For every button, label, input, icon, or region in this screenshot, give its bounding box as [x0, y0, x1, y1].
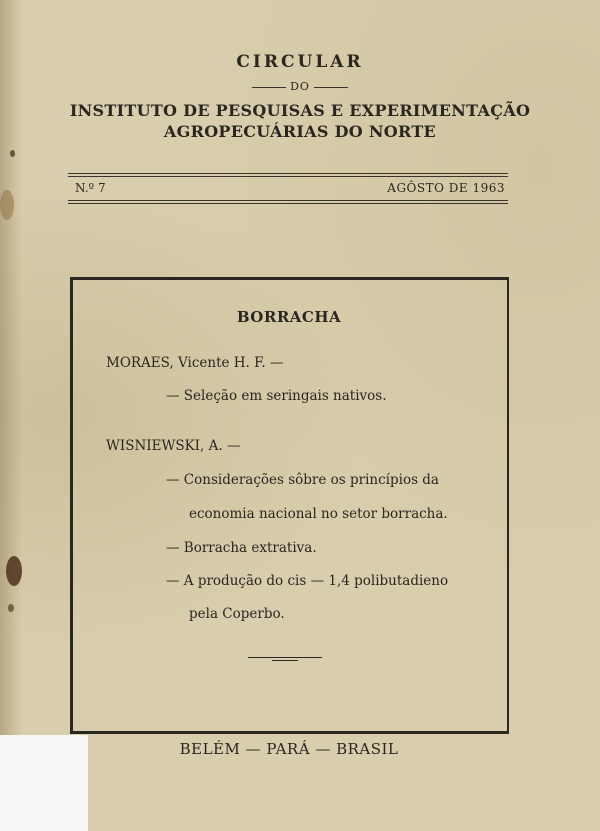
stain-mark	[0, 190, 14, 220]
work-selecao: — Seleção em seringais nativos.	[166, 388, 387, 404]
institute-name-line2: AGROPECUÁRIAS DO NORTE	[163, 122, 437, 141]
work-producao-line2: pela Coperbo.	[189, 606, 285, 622]
white-corner	[0, 735, 88, 831]
issue-row	[75, 181, 505, 195]
divider	[314, 87, 348, 88]
stain-mark	[8, 604, 14, 612]
author-wisniewski: WISNIEWSKI, A. —	[106, 438, 241, 454]
stain-mark	[10, 150, 15, 157]
circular-title: CIRCULAR	[236, 52, 364, 72]
do-line	[0, 80, 600, 93]
end-rule	[272, 660, 298, 661]
issue-number: N.º 7	[75, 181, 106, 195]
stain-mark	[6, 556, 22, 586]
author-moraes: MORAES, Vicente H. F. —	[106, 355, 284, 371]
institute-name-line1: INSTITUTO DE PESQUISAS E EXPERIMENTAÇÃO	[69, 101, 531, 120]
divider	[68, 173, 508, 174]
work-consideracoes-line2: economia nacional no setor borracha.	[189, 506, 448, 522]
divider	[68, 200, 508, 201]
footer-place: BELÉM — PARÁ — BRASIL	[179, 740, 399, 758]
issue-date: AGÔSTO DE 1963	[387, 181, 505, 195]
divider	[68, 176, 508, 177]
contents-title: BORRACHA	[236, 308, 342, 326]
work-borracha-extrativa: — Borracha extrativa.	[166, 540, 317, 556]
work-producao-line1: — A produção do cis — 1,4 polibutadieno	[166, 573, 449, 589]
do-label: DO	[290, 80, 310, 93]
end-rule	[248, 657, 322, 658]
divider	[68, 203, 508, 204]
divider	[252, 87, 286, 88]
work-consideracoes-line1: — Considerações sôbre os princípios da	[166, 472, 439, 488]
